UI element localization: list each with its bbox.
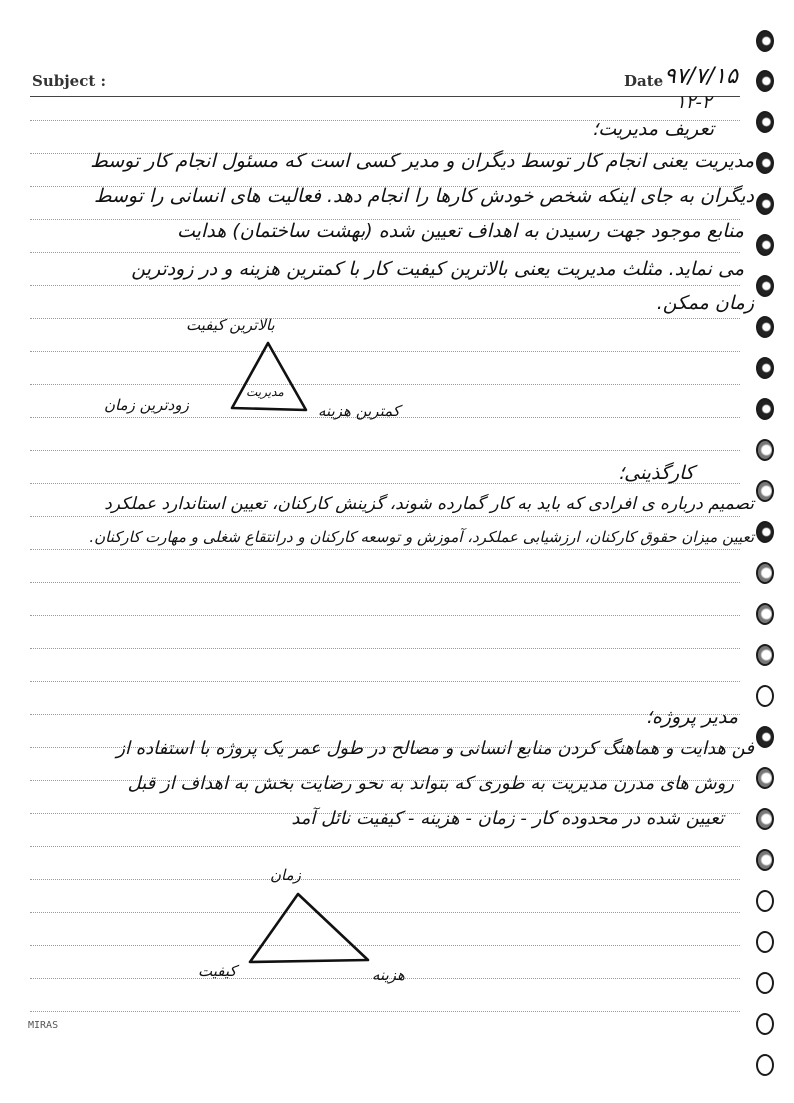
section1-heading: تعریف مدیریت؛ (592, 118, 714, 140)
section1-line: مدیریت یعنی انجام کار توسط دیگران و مدیر کسی است که مسئول انجام کار توسط (90, 150, 754, 172)
binder-ring (756, 398, 774, 420)
binder-ring (756, 234, 774, 256)
binder-ring (756, 480, 774, 502)
section2-heading: کارگذینی؛ (618, 462, 694, 484)
binder-ring (756, 685, 774, 707)
diagram1-right-label: کمترین هزینه (318, 402, 400, 420)
binder-ring (756, 357, 774, 379)
binder-ring (756, 275, 774, 297)
binder-ring (756, 972, 774, 994)
binder-ring (756, 644, 774, 666)
section2-line: تعیین میزان حقوق کارکنان، ارزشیابی عملکرد، آموزش و توسعه کارکنان و درانتقاع شغلی و مهارت کارکنان. (89, 528, 754, 546)
section3-line: فن هدایت و هماهنگ کردن منابع انسانی و مصالح در طول عمر یک پروژه با استفاده از (116, 738, 754, 759)
date-label: Date (624, 72, 664, 90)
binder-ring (756, 152, 774, 174)
diagram2-right-label: هزینه (372, 966, 405, 984)
subject-label: Subject : (32, 72, 107, 90)
binder-ring (756, 30, 774, 52)
diagram2-left-label: کیفیت (198, 962, 237, 980)
binder-ring (756, 439, 774, 461)
section2-line: تصمیم درباره ی افرادی که باید به کار گمارده شوند، گزینش کارکنان، تعیین استاندارد عملکرد (104, 494, 754, 514)
binder-ring (756, 316, 774, 338)
section1-line: می نماید. مثلث مدیریت یعنی بالاترین کیفیت کار با کمترین هزینه و در زودترین (131, 258, 744, 280)
section3-heading: مدیر پروژه؛ (645, 706, 738, 728)
binder-ring (756, 808, 774, 830)
section1-line: منابع موجود جهت رسیدن به اهداف تعیین شده (بهشت ساختمان) هدایت (177, 220, 744, 242)
section3-line: تعیین شده در محدوده کار - زمان - هزینه - کیفیت نائل آمد (291, 808, 724, 829)
binder-ring (756, 111, 774, 133)
binder-ring (756, 931, 774, 953)
footer-brand-mark: MIRAS (28, 1020, 59, 1031)
binder-ring (756, 849, 774, 871)
section1-line: زمان ممکن. (656, 292, 754, 314)
diagram2-top-label: زمان (270, 866, 301, 884)
date-value: ۹۷/۷/۱۵ (664, 64, 738, 89)
binder-ring (756, 726, 774, 748)
binder-ring (756, 767, 774, 789)
binder-ring (756, 70, 774, 92)
diagram1-left-label: زودترین زمان (104, 396, 189, 414)
binder-ring (756, 521, 774, 543)
binder-ring (756, 1013, 774, 1035)
diagram1-center-label: مدیریت (246, 385, 284, 399)
binder-ring (756, 193, 774, 215)
section3-line: روش های مدرن مدیریت به طوری که بتواند به نحو رضایت بخش به اهداف از قبل (127, 773, 734, 794)
diagram1-top-label: بالاترین کیفیت (186, 316, 275, 334)
binder-ring (756, 890, 774, 912)
section1-line: دیگران به جای اینکه شخص خودش کارها را انجام دهد. فعالیت های انسانی را توسط (93, 185, 754, 207)
binder-ring (756, 562, 774, 584)
binder-ring (756, 603, 774, 625)
date-note: ۱۲-۲ (676, 92, 712, 113)
binder-ring (756, 1054, 774, 1076)
